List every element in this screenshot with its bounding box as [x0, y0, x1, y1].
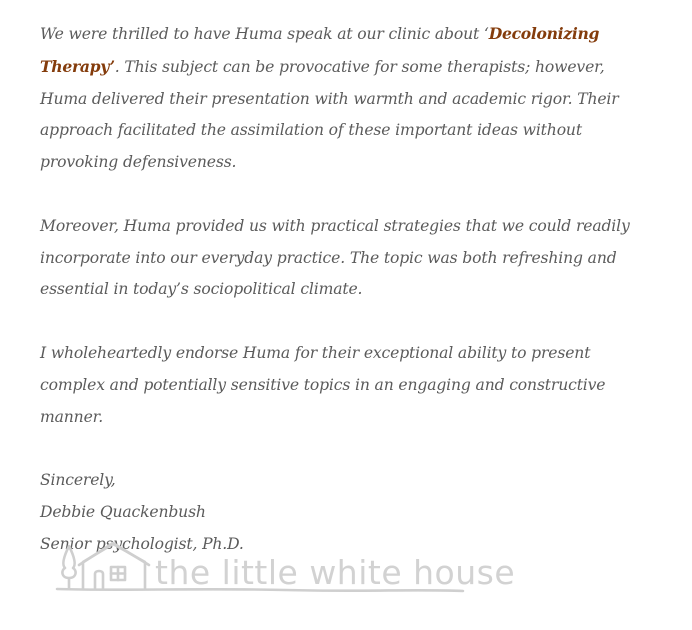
letter-body [40, 18, 645, 561]
paragraph-1-intro: We were thrilled to have Huma speak at our clinic about ‘ [40, 25, 489, 43]
logo-wordmark: the little white house [155, 553, 516, 592]
paragraph-3: I wholeheartedly endorse Huma for their exceptional ability to present complex and potentially sensitive topics in an engaging and constructive manner. [40, 343, 606, 426]
talk-title: Decolonizing Therapy’ [40, 24, 600, 76]
closing: Sincerely, [40, 471, 116, 490]
paragraph-1-rest: . This subject can be provocative for some therapists; however, Huma delivered their presentation with warmth and academic rigor. Their approach facilitated the assimilation of these important ideas without provoking defensiveness. [40, 57, 619, 172]
organization-logo [55, 540, 516, 596]
paragraph-2: Moreover, Huma provided us with practical strategies that we could readily incorporate into our everyday practice. The topic was both refreshing and essential in today’s sociopolitical climate. [40, 216, 630, 299]
signer-name: Debbie Quackenbush [40, 502, 206, 521]
house-with-tree-icon [55, 540, 516, 596]
signer-title: Senior psychologist, Ph.D. [40, 534, 244, 553]
paragraph-1 [40, 18, 645, 179]
